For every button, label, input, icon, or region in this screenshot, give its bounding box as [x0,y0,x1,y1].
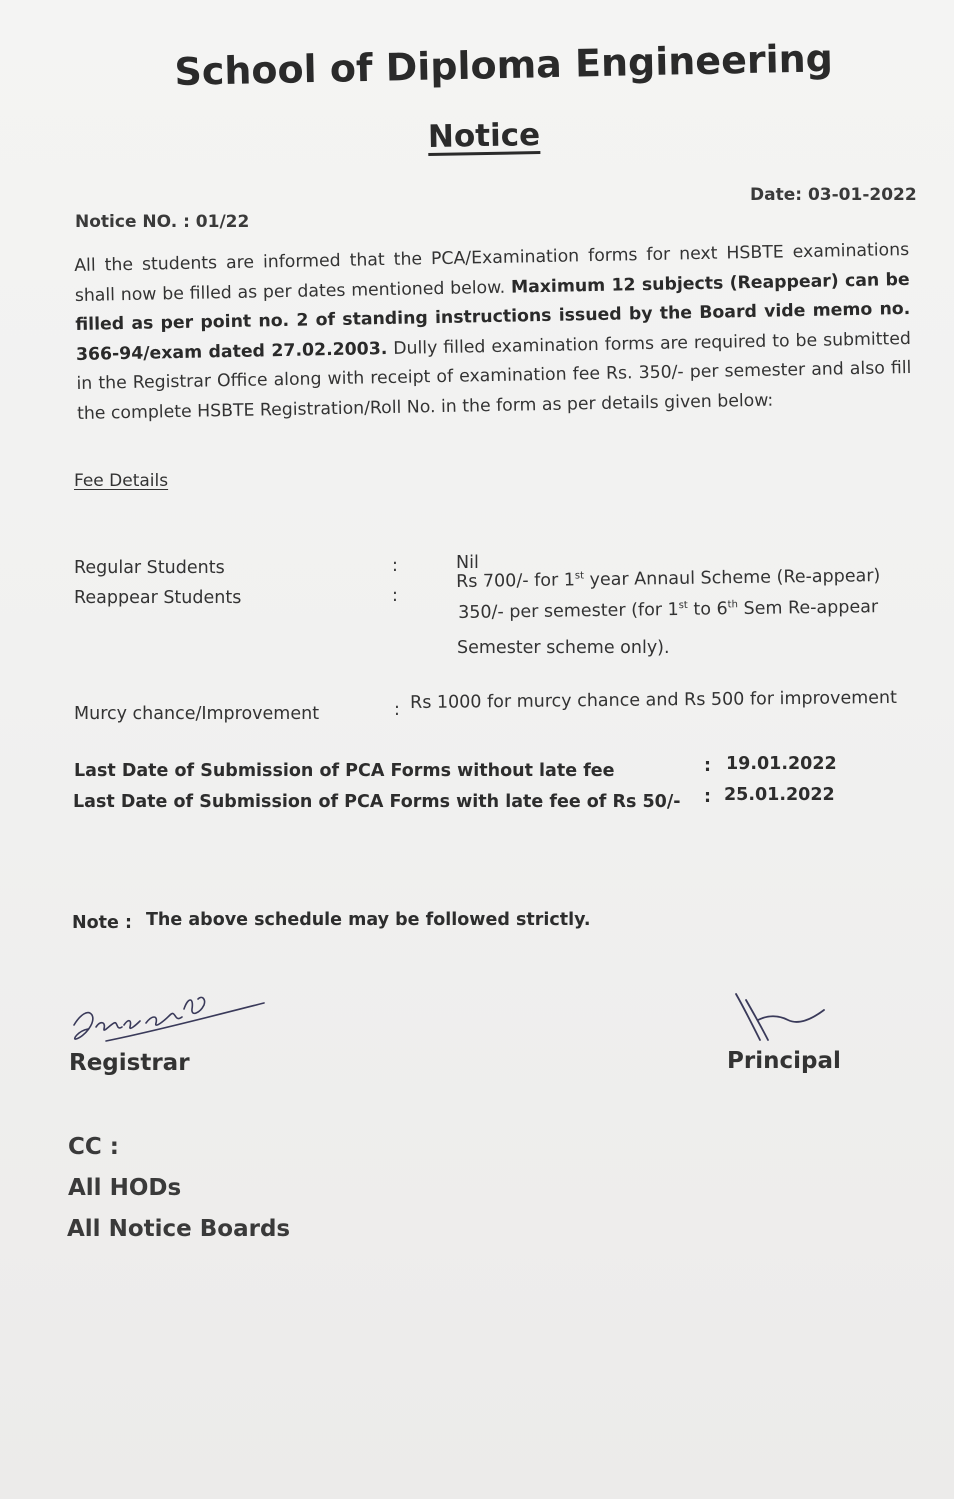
fee-text: to 6 [687,599,728,620]
fee-sup: st [574,570,585,582]
reappear-fee-line-1 [456,566,880,592]
registrar-label: Registrar [69,1050,190,1076]
fee-text: Rs 700/- for 1 [456,570,576,592]
date-row-separator: : [704,756,711,776]
murcy-value: Rs 1000 for murcy chance and Rs 500 for improvement [410,687,898,713]
note-text: The above schedule may be followed strictly. [146,910,591,930]
regular-students-value: Nil [456,553,479,573]
registrar-signature [66,985,271,1047]
date-row-value: 25.01.2022 [724,785,835,805]
note-label: Note : [72,913,132,933]
murcy-separator: : [394,700,400,720]
cc-label: CC : [68,1134,119,1160]
fee-text: year Annaul Scheme (Re-appear) [583,566,881,591]
regular-separator: : [392,556,398,576]
cc-item: All Notice Boards [67,1216,291,1242]
reappear-students-label: Reappear Students [74,588,242,608]
murcy-label: Murcy chance/Improvement [74,704,320,724]
reappear-fee-line-3: Semester scheme only). [457,638,670,658]
institution-title: School of Diploma Engineering [174,36,834,94]
principal-signature [730,990,830,1046]
page-title: Notice [427,117,541,155]
fee-details-heading: Fee Details [74,471,169,491]
date: Date: 03-01-2022 [750,185,917,205]
date-row-label: Last Date of Submission of PCA Forms without late fee [74,761,615,781]
notice-body [74,236,912,430]
body-text-1: All the students are informed that the PCA/Examination forms for next HSBTE examinations shall now be filled as per dates mentioned below. [74,239,910,306]
cc-item: All HODs [68,1175,182,1201]
body-text-bold: Maximum 12 subjects (Reappear) can be filled as per point no. 2 of standing instructions issued by the Board vide memo no. 366-94/exam dated 27.02.2003. [75,269,911,365]
fee-sup: th [727,599,738,611]
date-row-value: 19.01.2022 [726,754,837,774]
regular-students-label: Regular Students [74,558,225,578]
fee-text: Sem Re-appear [737,597,879,620]
fee-text: 350/- per semester (for 1 [458,599,679,623]
notice-number: Notice NO. : 01/22 [75,212,250,232]
date-row-label: Last Date of Submission of PCA Forms with late fee of Rs 50/- [73,792,681,812]
reappear-fee-line-2 [458,597,878,623]
date-row-separator: : [704,787,711,807]
body-text-2: Dully filled examination forms are required to be submitted in the Registrar Office along with receipt of examination fee Rs. 350/- per semester and also fill the complete HSBTE Registration/Roll No. in the form as per details given below: [76,328,912,424]
reappear-separator: : [392,586,398,606]
principal-label: Principal [727,1048,841,1074]
fee-sup: st [678,599,688,612]
